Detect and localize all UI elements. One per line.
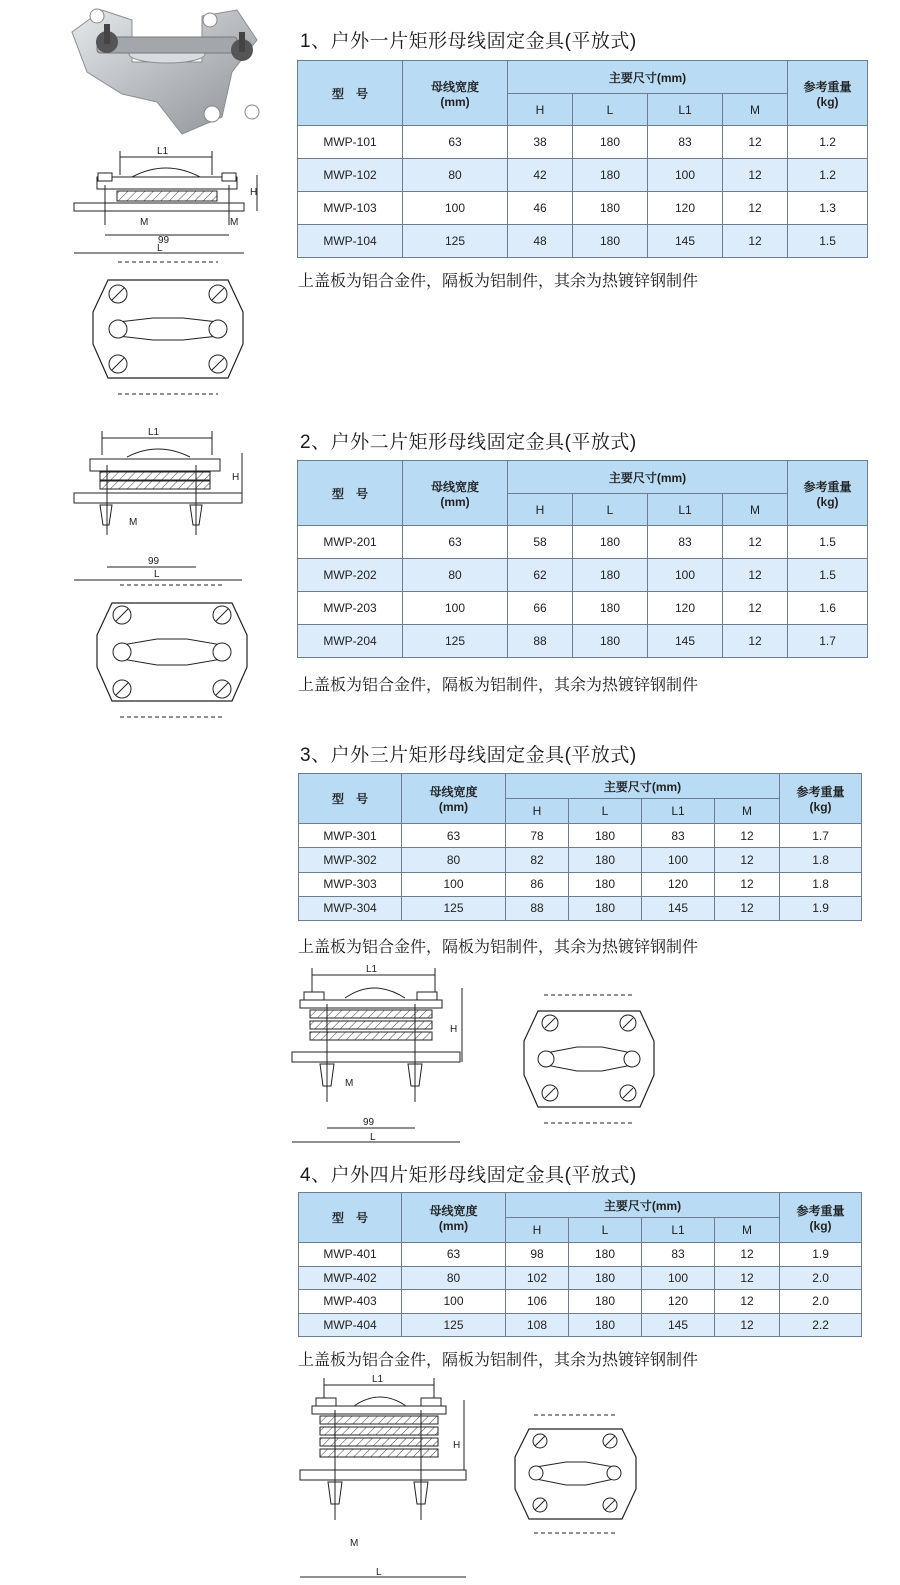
spec-table-1	[297, 60, 868, 258]
section-1-note: 上盖板为铝合金件，隔板为铝制件，其余为热镀锌钢制件	[298, 273, 699, 290]
svg-text:M: M	[345, 1078, 354, 1089]
header-main-dims: 主要尺寸(mm)	[508, 461, 788, 494]
svg-text:M: M	[350, 1538, 359, 1549]
header-bus-width: 母线宽度 (mm)	[402, 774, 506, 824]
table-row: MWP-101 63 38 180 83 12 1.2	[298, 126, 868, 159]
table-row: MWP-201 63 58 180 83 12 1.5	[298, 526, 868, 559]
header-main-dims: 主要尺寸(mm)	[508, 61, 788, 94]
svg-text:99: 99	[148, 556, 160, 567]
spec-table-3	[298, 773, 862, 921]
header-H: H	[508, 94, 573, 126]
table-row: MWP-103 100 46 180 120 12 1.3	[298, 192, 868, 225]
table-row: MWP-203 100 66 180 120 12 1.6	[298, 592, 868, 625]
svg-text:H: H	[453, 1440, 461, 1451]
header-bus-width: 母线宽度 (mm)	[402, 1193, 506, 1243]
svg-text:L: L	[370, 1132, 376, 1143]
header-weight: 参考重量 (kg)	[780, 1193, 862, 1243]
header-L1: L1	[648, 494, 723, 526]
side-view-drawing-3	[290, 960, 475, 1145]
header-H: H	[508, 494, 573, 526]
section-4-title: 4、户外四片矩形母线固定金具(平放式)	[300, 1165, 637, 1186]
table-row: MWP-104 125 48 180 145 12 1.5	[298, 225, 868, 258]
header-M: M	[723, 94, 788, 126]
svg-text:M: M	[230, 217, 239, 228]
product-photo	[62, 2, 262, 137]
header-L: L	[569, 799, 642, 824]
table-row: MWP-204 125 88 180 145 12 1.7	[298, 625, 868, 658]
header-L1: L1	[642, 1218, 715, 1243]
svg-text:L: L	[376, 1567, 382, 1578]
svg-text:99: 99	[158, 235, 170, 246]
header-L: L	[573, 94, 648, 126]
header-bus-width: 母线宽度 (mm)	[403, 461, 508, 526]
svg-text:H: H	[250, 187, 258, 198]
section-2-note: 上盖板为铝合金件，隔板为铝制件，其余为热镀锌钢制件	[298, 677, 699, 694]
header-M: M	[723, 494, 788, 526]
header-weight: 参考重量 (kg)	[788, 461, 868, 526]
header-M: M	[715, 1218, 780, 1243]
svg-text:H: H	[450, 1024, 458, 1035]
header-model: 型 号	[298, 461, 403, 526]
top-view-drawing-4	[514, 1415, 639, 1535]
svg-text:L1: L1	[148, 427, 160, 438]
section-1-title: 1、户外一片矩形母线固定金具(平放式)	[300, 31, 637, 52]
header-model: 型 号	[298, 61, 403, 126]
side-view-drawing-1	[72, 145, 272, 260]
side-view-drawing-4	[296, 1370, 481, 1582]
top-view-drawing-2	[92, 585, 252, 720]
header-L: L	[573, 494, 648, 526]
svg-text:M: M	[129, 517, 138, 528]
section-4-note: 上盖板为铝合金件，隔板为铝制件，其余为热镀锌钢制件	[298, 1352, 699, 1369]
header-M: M	[715, 799, 780, 824]
table-row: MWP-102 80 42 180 100 12 1.2	[298, 159, 868, 192]
table-row: MWP-401 63 98 180 83 12 1.9	[299, 1243, 862, 1267]
side-view-drawing-2	[72, 425, 272, 585]
header-weight: 参考重量 (kg)	[788, 61, 868, 126]
svg-text:99: 99	[363, 1117, 375, 1128]
table-row: MWP-303 100 86 180 120 12 1.8	[299, 872, 862, 896]
header-bus-width: 母线宽度 (mm)	[403, 61, 508, 126]
header-H: H	[506, 799, 569, 824]
table-row: MWP-404 125 108 180 145 12 2.2	[299, 1313, 862, 1337]
table-row: MWP-202 80 62 180 100 12 1.5	[298, 559, 868, 592]
svg-text:L: L	[154, 569, 160, 580]
svg-text:L1: L1	[372, 1374, 384, 1385]
header-main-dims: 主要尺寸(mm)	[506, 774, 780, 799]
section-3-title: 3、户外三片矩形母线固定金具(平放式)	[300, 745, 637, 766]
header-L1: L1	[648, 94, 723, 126]
header-model: 型 号	[299, 774, 402, 824]
svg-text:H: H	[232, 472, 240, 483]
svg-text:L1: L1	[366, 964, 378, 975]
table-row: MWP-301 63 78 180 83 12 1.7	[299, 824, 862, 848]
header-model: 型 号	[299, 1193, 402, 1243]
header-L: L	[569, 1218, 642, 1243]
header-L1: L1	[642, 799, 715, 824]
svg-text:M: M	[140, 217, 149, 228]
table-row: MWP-403 100 106 180 120 12 2.0	[299, 1290, 862, 1314]
table-row: MWP-302 80 82 180 100 12 1.8	[299, 848, 862, 872]
header-H: H	[506, 1218, 569, 1243]
section-3-note: 上盖板为铝合金件，隔板为铝制件，其余为热镀锌钢制件	[298, 939, 699, 956]
header-main-dims: 主要尺寸(mm)	[506, 1193, 780, 1218]
svg-text:L1: L1	[157, 146, 169, 157]
spec-table-4	[298, 1192, 862, 1337]
header-weight: 参考重量 (kg)	[780, 774, 862, 824]
spec-table-2	[297, 460, 868, 658]
top-view-drawing-3	[522, 995, 657, 1125]
table-row: MWP-402 80 102 180 100 12 2.0	[299, 1266, 862, 1290]
section-2-title: 2、户外二片矩形母线固定金具(平放式)	[300, 432, 637, 453]
top-view-drawing-1	[88, 262, 248, 397]
table-row: MWP-304 125 88 180 145 12 1.9	[299, 896, 862, 920]
svg-text:L: L	[157, 243, 163, 254]
